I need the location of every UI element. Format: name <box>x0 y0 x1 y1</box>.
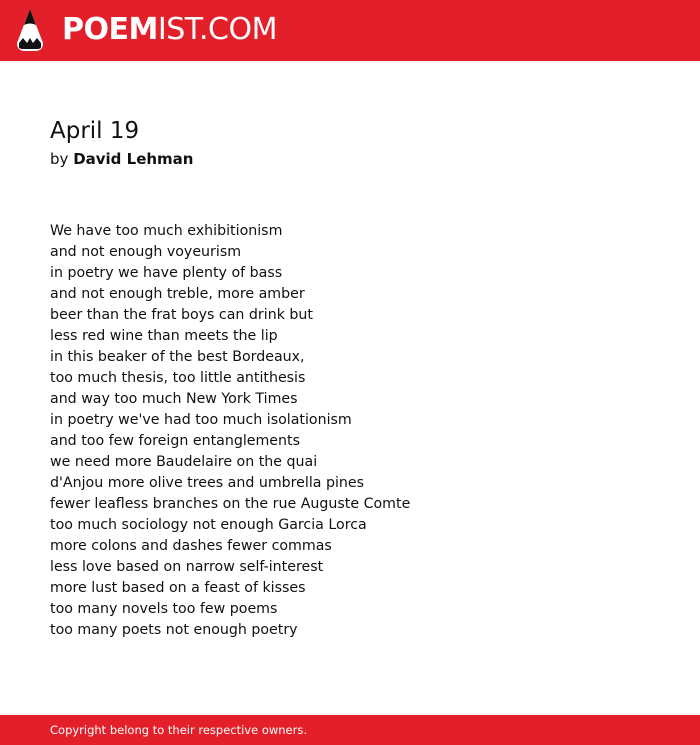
poem-line: less red wine than meets the lip <box>50 328 278 344</box>
poem-line: We have too much exhibitionism <box>50 223 283 239</box>
copyright-text: Copyright belong to their respective owners. <box>50 723 308 737</box>
poem-line: more lust based on a feast of kisses <box>50 580 306 596</box>
poem-line: and too few foreign entanglements <box>50 433 300 449</box>
site-logo-text <box>62 12 277 48</box>
poem-line: d'Anjou more olive trees and umbrella pines <box>50 475 365 491</box>
pencil-tip-icon <box>17 9 43 51</box>
poem-line: too many poets not enough poetry <box>50 622 298 638</box>
poem-line: in poetry we've had too much isolationism <box>50 412 352 428</box>
byline-label: by <box>50 150 69 168</box>
poem-line: in poetry we have plenty of bass <box>50 265 283 281</box>
poem-body <box>50 221 650 641</box>
poem-line: and not enough treble, more amber <box>50 286 305 302</box>
poem-line: fewer leafless branches on the rue Auguste Comte <box>50 496 411 512</box>
logo-text-light: IST.COM <box>157 12 277 47</box>
logo-text-bold: POEM <box>62 12 158 47</box>
poem-line: and not enough voyeurism <box>50 244 242 260</box>
poem-title: April 19 <box>50 118 140 144</box>
site-header <box>0 0 700 61</box>
poem-content <box>50 114 650 641</box>
site-footer <box>0 715 700 745</box>
poem-line: beer than the frat boys can drink but <box>50 307 313 323</box>
poem-line: more colons and dashes fewer commas <box>50 538 332 554</box>
poem-line: in this beaker of the best Bordeaux, <box>50 349 305 365</box>
poem-line: too much thesis, too little antithesis <box>50 370 306 386</box>
poem-byline <box>50 148 650 170</box>
poem-line: less love based on narrow self-interest <box>50 559 324 575</box>
poem-line: too many novels too few poems <box>50 601 278 617</box>
poem-line: we need more Baudelaire on the quai <box>50 454 318 470</box>
poem-line: and way too much New York Times <box>50 391 298 407</box>
poem-line: too much sociology not enough Garcia Lorca <box>50 517 367 533</box>
author-name: David Lehman <box>73 150 194 168</box>
